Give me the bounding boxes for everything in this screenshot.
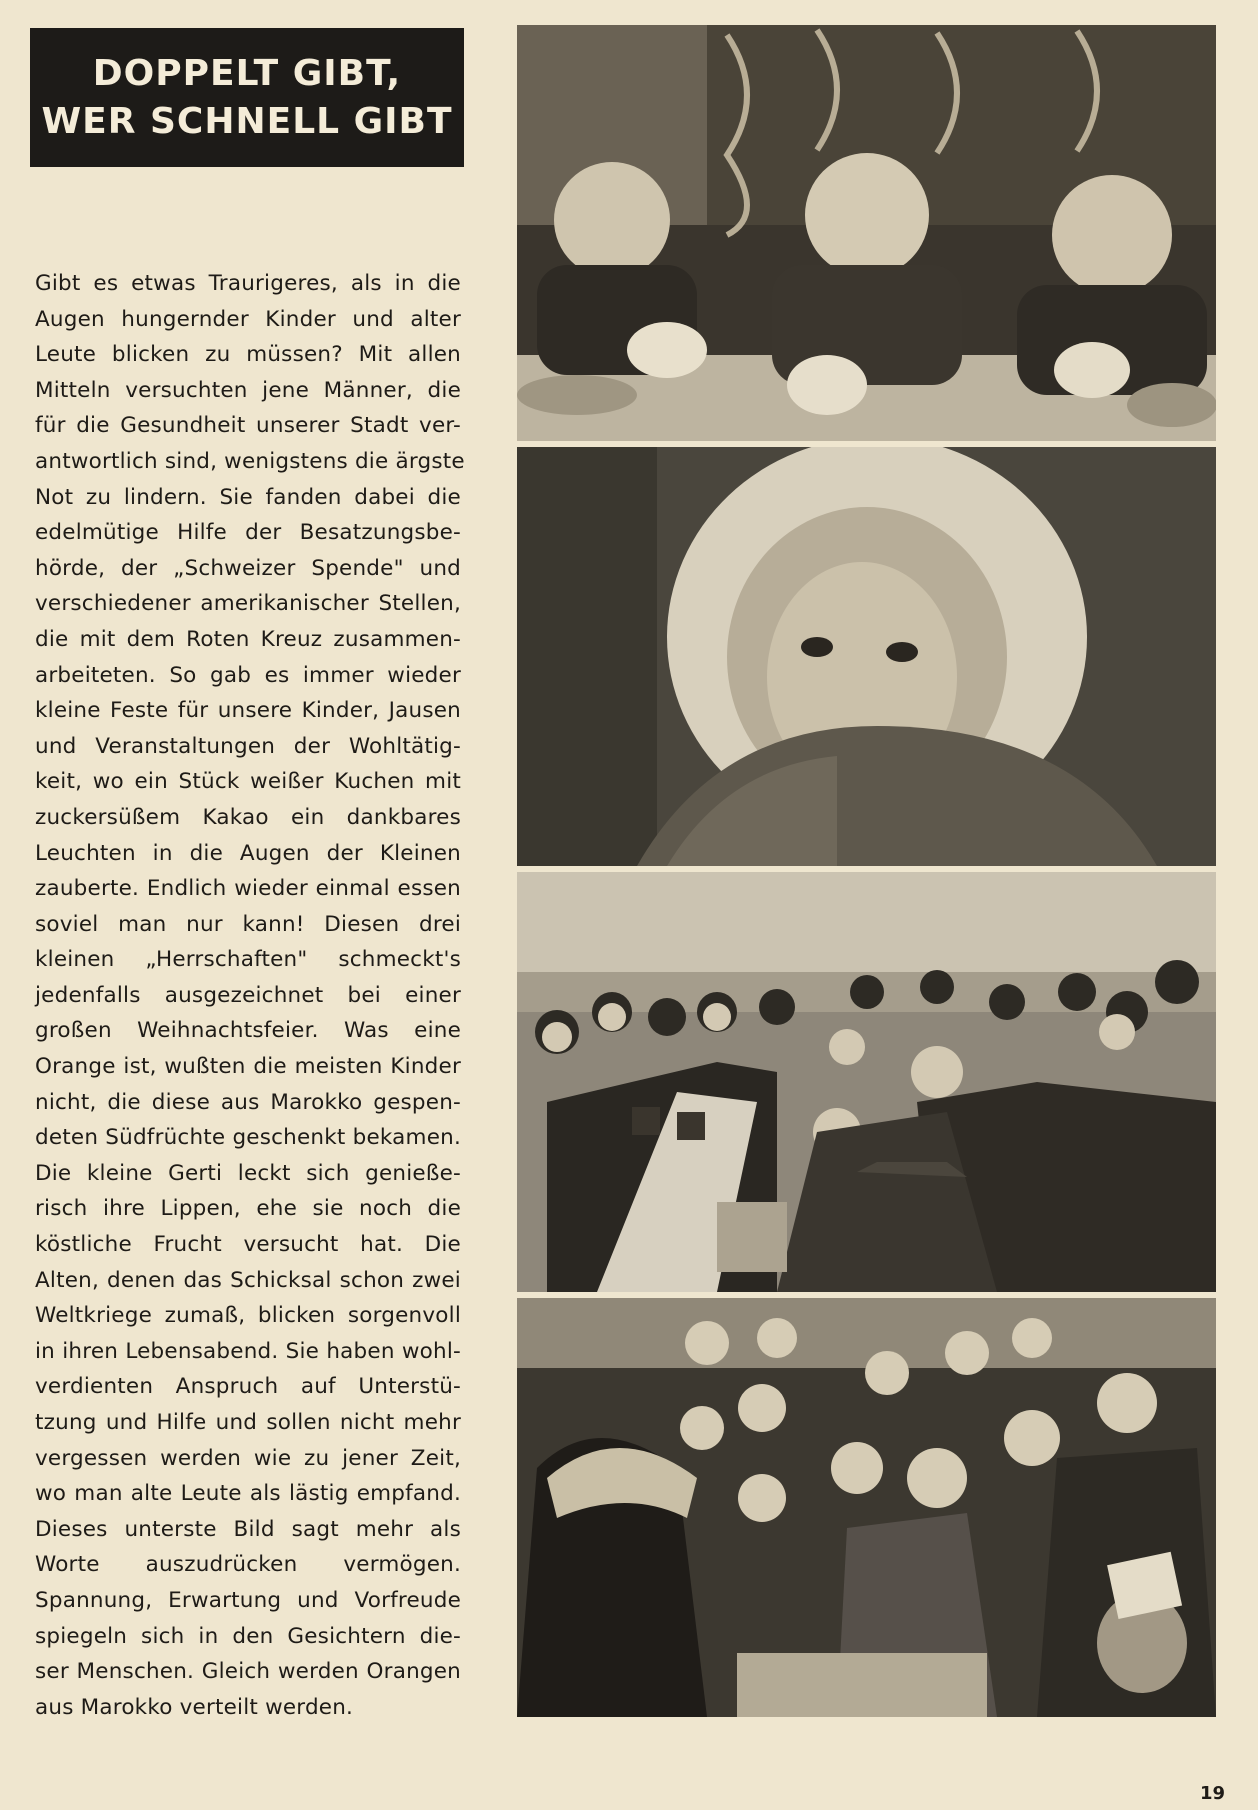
body-text-line: deten Südfrüchte geschenkt bekamen. bbox=[35, 1125, 461, 1151]
body-text-line: hörde, der „Schweizer Spende" und bbox=[35, 555, 461, 581]
page-number: 19 bbox=[1200, 1783, 1226, 1804]
body-text-line: Orange ist, wußten die meisten Kinder bbox=[35, 1054, 461, 1080]
body-text-line: Dieses unterste Bild sagt mehr als bbox=[35, 1516, 461, 1542]
body-text-line: Mitteln versuchten jene Männer, die bbox=[35, 377, 461, 403]
body-text-line: edelmütige Hilfe der Besatzungsbe- bbox=[35, 520, 461, 546]
body-text-line: verschiedener amerikanischer Stellen, bbox=[35, 591, 461, 617]
body-text-line: Weltkriege zumaß, blicken sorgenvoll bbox=[35, 1303, 461, 1329]
body-text-line: kleine Feste für unsere Kinder, Jausen bbox=[35, 698, 461, 724]
body-text-line: verdienten Anspruch auf Unterstü- bbox=[35, 1374, 461, 1400]
body-text-line: risch ihre Lippen, ehe sie noch die bbox=[35, 1196, 461, 1222]
body-text-line: Not zu lindern. Sie fanden dabei die bbox=[35, 484, 461, 510]
body-text-line: die mit dem Roten Kreuz zusammen- bbox=[35, 626, 461, 652]
body-text-line: zuckersüßem Kakao ein dankbares bbox=[35, 804, 461, 830]
body-text-line: nicht, die diese aus Marokko gespen- bbox=[35, 1089, 461, 1115]
headline-box bbox=[30, 28, 464, 167]
body-text-line: Spannung, Erwartung und Vorfreude bbox=[35, 1587, 461, 1613]
body-text-line: zauberte. Endlich wieder einmal essen bbox=[35, 876, 461, 902]
body-text-line: aus Marokko verteilt werden. bbox=[35, 1694, 354, 1720]
body-text-line: Leute blicken zu müssen? Mit allen bbox=[35, 342, 461, 368]
article-body bbox=[35, 266, 465, 1725]
body-text-line: in ihren Lebensabend. Sie haben wohl- bbox=[35, 1338, 461, 1364]
body-text-line: tzung und Hilfe und sollen nicht mehr bbox=[35, 1410, 461, 1435]
photo-elderly-at-tables bbox=[517, 872, 1216, 1292]
body-text-line: Alten, denen das Schicksal schon zwei bbox=[35, 1267, 461, 1293]
body-text-line: soviel man nur kann! Diesen drei bbox=[35, 911, 461, 937]
body-text-line: antwortlich sind, wenigstens die ärgste bbox=[35, 448, 465, 474]
body-text-line: jedenfalls ausgezeichnet bei einer bbox=[35, 982, 461, 1008]
body-text-line: arbeiteten. So gab es immer wieder bbox=[35, 662, 461, 688]
body-text-line: spiegeln sich in den Gesichtern die- bbox=[35, 1623, 461, 1649]
body-text-line: vergessen werden wie zu jener Zeit, bbox=[35, 1445, 461, 1471]
body-text-line: köstliche Frucht versucht hat. Die bbox=[35, 1232, 461, 1258]
body-text-line: wo man alte Leute als lästig empfand. bbox=[35, 1481, 461, 1507]
body-text-line: und Veranstaltungen der Wohltätig- bbox=[35, 733, 461, 759]
body-text-line: für die Gesundheit unserer Stadt ver- bbox=[35, 413, 461, 439]
body-text-line: Gibt es etwas Traurigeres, als in die bbox=[35, 271, 461, 296]
photo-girl-in-fur-hood bbox=[517, 447, 1216, 866]
body-text-line: großen Weihnachtsfeier. Was eine bbox=[35, 1018, 461, 1044]
body-text-line: Die kleine Gerti leckt sich genieße- bbox=[35, 1160, 461, 1186]
body-text-line: Worte auszudrücken vermögen. bbox=[35, 1552, 461, 1578]
body-text-line: keit, wo ein Stück weißer Kuchen mit bbox=[35, 769, 461, 795]
body-text-line: ser Menschen. Gleich werden Orangen bbox=[35, 1659, 461, 1685]
photo-three-boys-with-cups bbox=[517, 25, 1216, 441]
body-text-line: Augen hungernder Kinder und alter bbox=[35, 306, 461, 332]
photo-crowd-waiting-for-oranges bbox=[517, 1298, 1216, 1717]
body-text-line: Leuchten in die Augen der Kleinen bbox=[35, 840, 461, 866]
body-text-line: kleinen „Herrschaften" schmeckt's bbox=[35, 947, 461, 973]
headline-line-2: WER SCHNELL GIBT bbox=[41, 100, 453, 142]
headline-line-1: DOPPELT GIBT, bbox=[92, 52, 402, 94]
